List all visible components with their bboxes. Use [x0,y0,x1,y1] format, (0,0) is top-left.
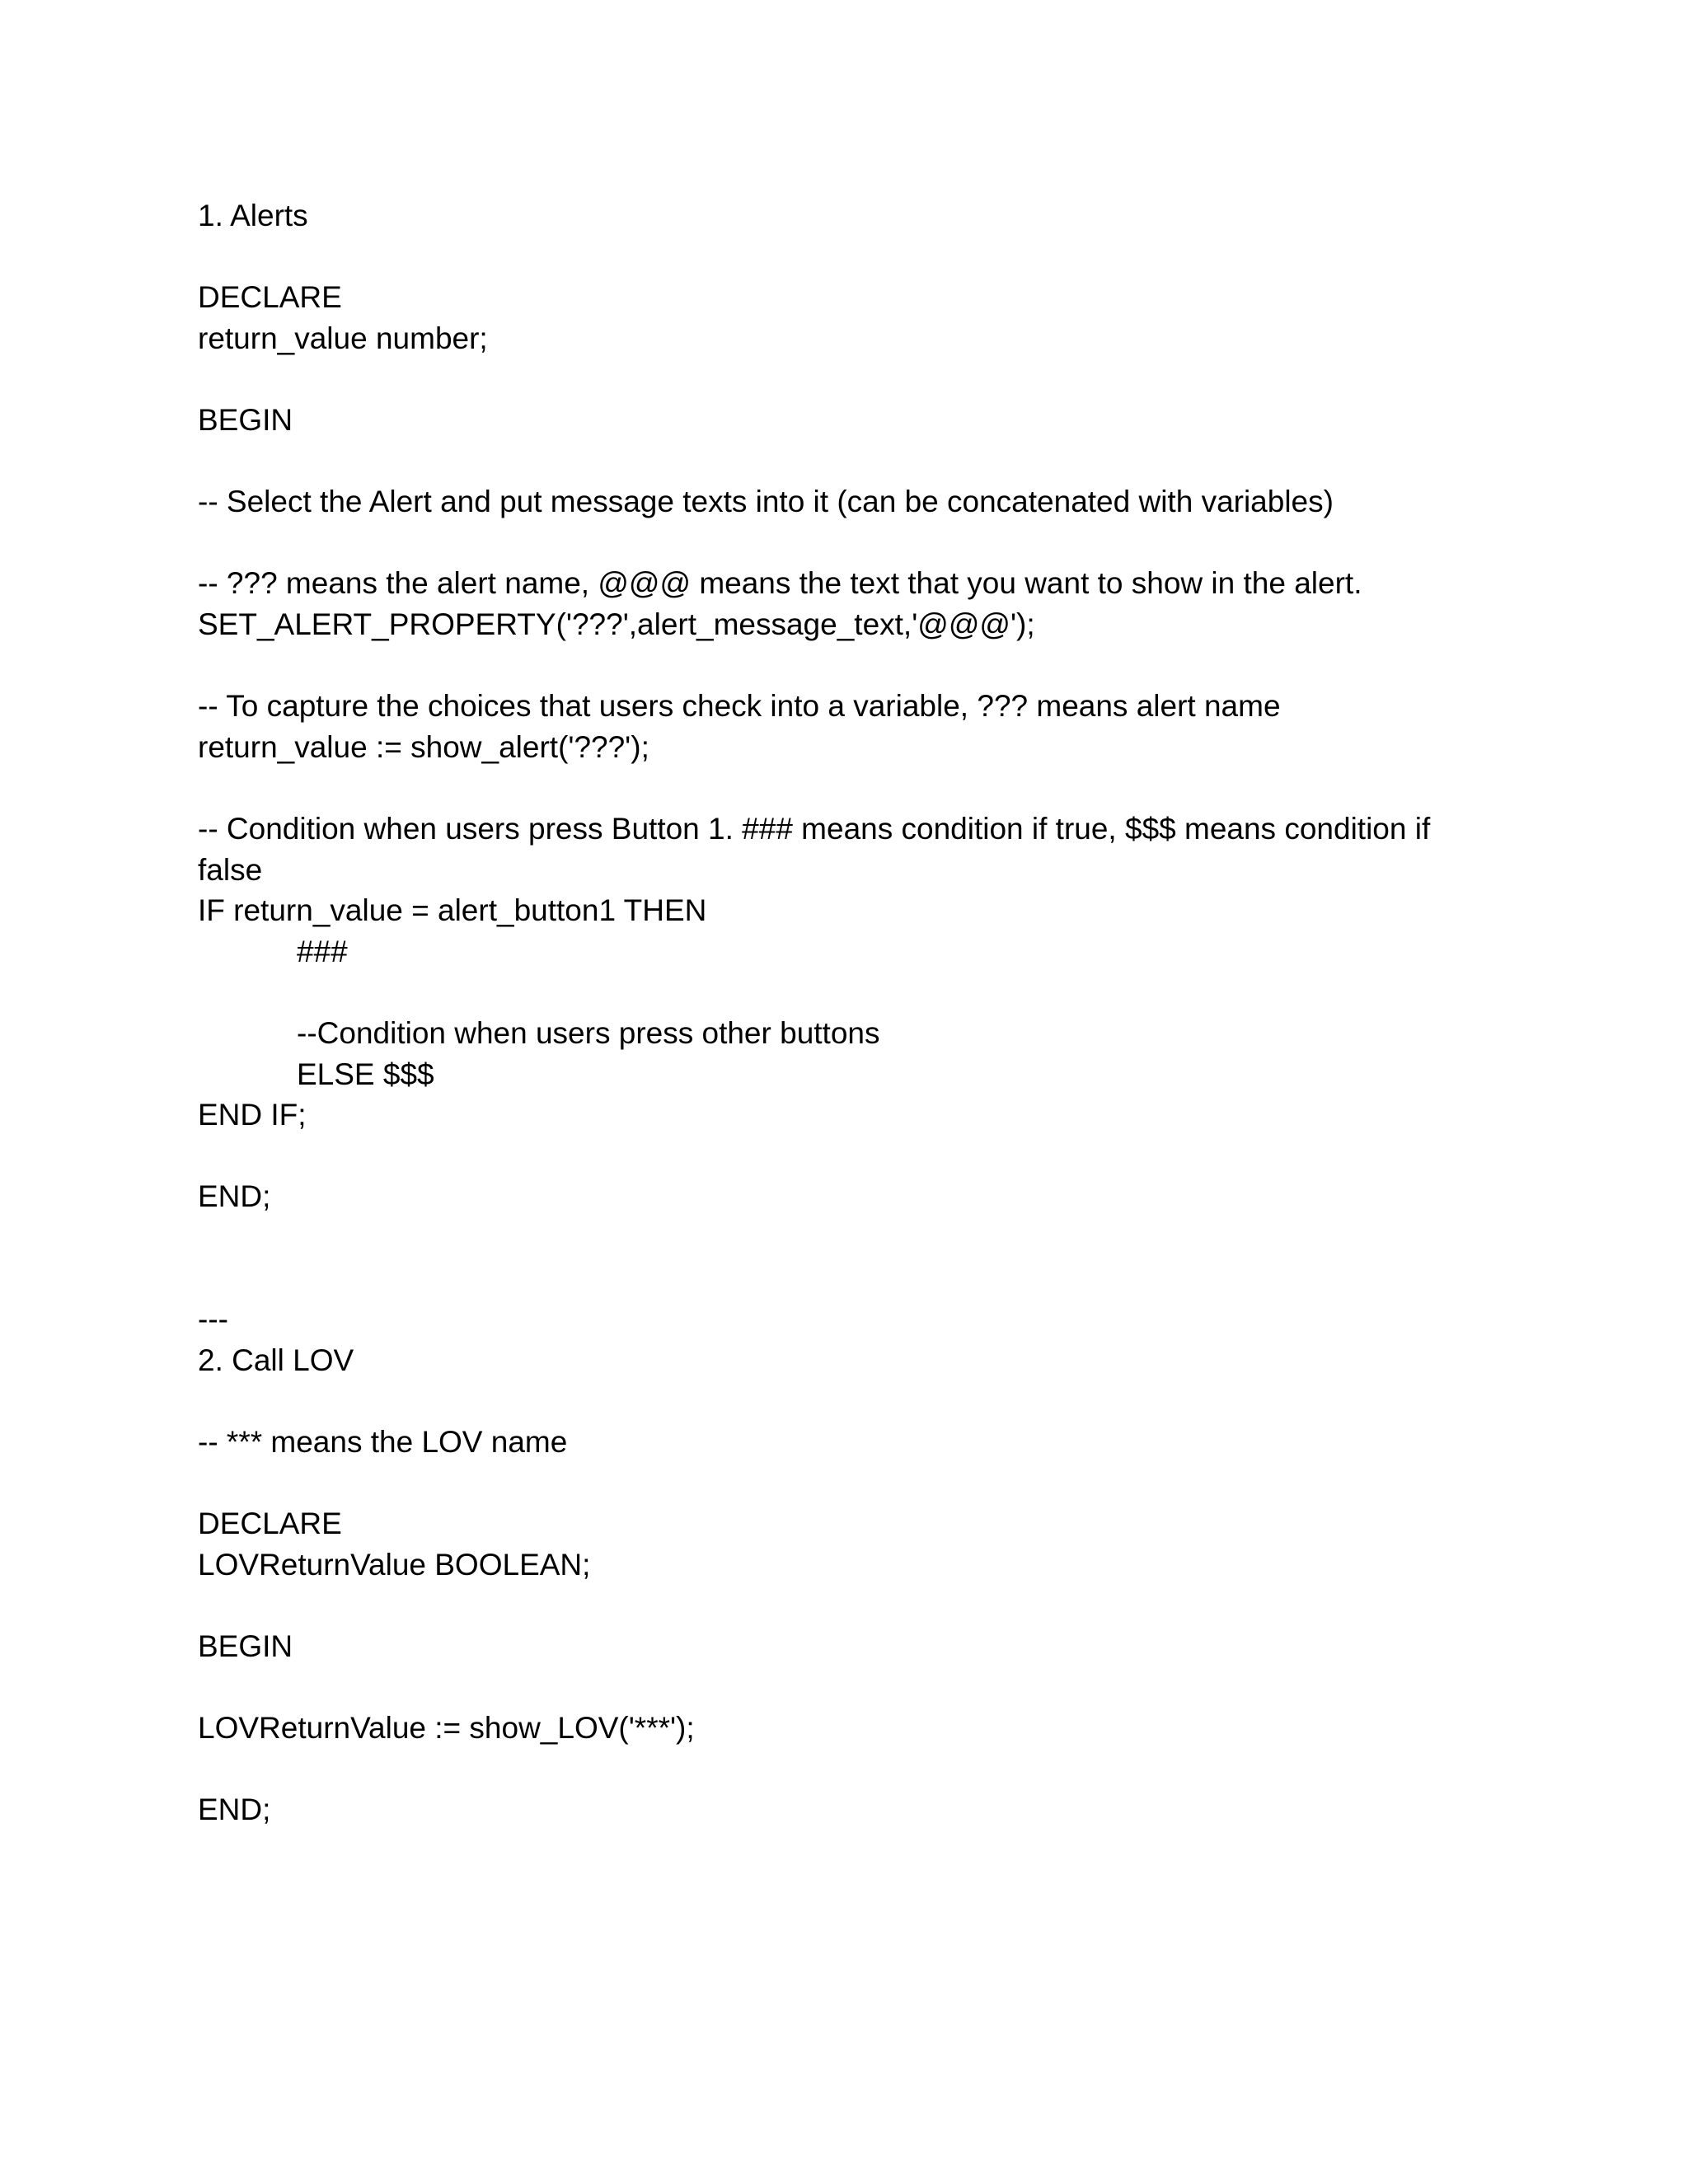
comment-capture-choice: -- To capture the choices that users check into a variable, ??? means alert name [198,689,1281,723]
comment-select-alert: -- Select the Alert and put message texts into it (can be concatenated with variables) [198,485,1334,518]
show-lov-statement: LOVReturnValue := show_LOV('***'); [198,1711,695,1745]
begin-keyword-lov: BEGIN [198,1629,293,1663]
separator: --- [198,1302,228,1336]
declare-keyword-lov: DECLARE [198,1507,342,1540]
show-alert-statement: return_value := show_alert('???'); [198,730,649,764]
comment-alert-names: -- ??? means the alert name, @@@ means the text that you want to show in the alert. [198,566,1362,600]
end-keyword: END; [198,1179,271,1213]
begin-keyword: BEGIN [198,403,293,437]
comment-condition-continued: false [198,853,263,887]
declare-keyword: DECLARE [198,280,342,314]
if-statement: IF return_value = alert_button1 THEN [198,893,707,927]
section-heading-alerts: 1. Alerts [198,199,308,232]
comment-condition: -- Condition when users press Button 1. ### means condition if true, $$$ means condition if [198,812,1431,846]
set-alert-property-statement: SET_ALERT_PROPERTY('???',alert_message_text,'@@@'); [198,607,1035,641]
variable-declaration: return_value number; [198,321,488,355]
true-branch: ### [297,935,348,968]
end-if-statement: END IF; [198,1098,307,1132]
end-keyword-lov: END; [198,1793,271,1826]
comment-lov-name: -- *** means the LOV name [198,1425,568,1459]
lov-variable-declaration: LOVReturnValue BOOLEAN; [198,1548,591,1582]
else-branch: ELSE $$$ [297,1057,434,1091]
section-heading-call-lov: 2. Call LOV [198,1343,354,1377]
comment-other-buttons: --Condition when users press other buttons [297,1016,880,1050]
